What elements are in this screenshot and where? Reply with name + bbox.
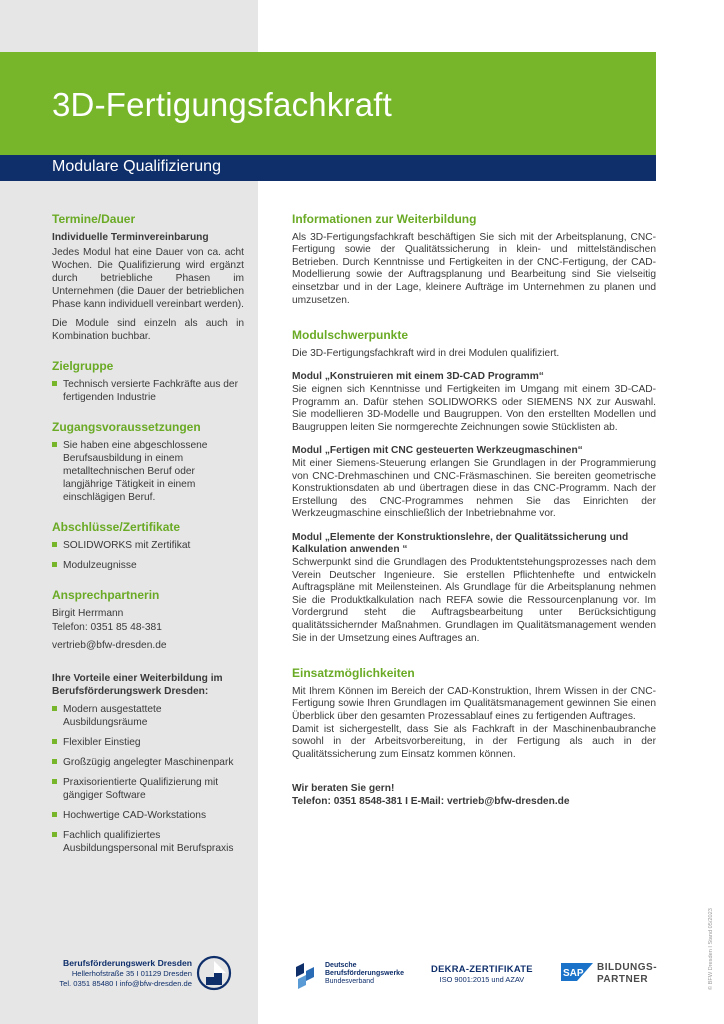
list-item: Flexibler Einstieg xyxy=(52,736,244,749)
termine-text-2: Die Module sind einzeln als auch in Kombination buchbar. xyxy=(52,318,244,342)
section-abschluss xyxy=(52,521,244,572)
section-info xyxy=(292,213,656,307)
heading-termine: Termine/Dauer xyxy=(52,212,136,226)
section-kontakt xyxy=(52,589,244,652)
info-text: Als 3D-Fertigungsfachkraft beschäftigen Sie sich mit der Arbeitsplanung, CNC-Fertigung sowie der Qualitätssicherung in klein- und mittelständischen Betrieben. Durch Kenntnisse und Fertigkeiten in der CNC-Fertigung, der CAD-Modellierung sowie der Auftragsplanung und Bearbeitung sind Sie vielseitig einsetzbar und in der Lage, kleinere Aufträge im Unternehmen zu planen und umzusetzen. xyxy=(292,231,656,306)
closing-line-2[interactable]: Telefon: 0351 8548-381 I E-Mail: vertrieb@bfw-dresden.de xyxy=(292,795,570,807)
list-item: Modern ausgestattete Ausbildungsräume xyxy=(52,703,244,729)
list-item: Technisch versierte Fachkräfte aus der fertigenden Industrie xyxy=(52,378,244,404)
module-intro: Die 3D-Fertigungsfachkraft wird in drei Modulen qualifiziert. xyxy=(292,347,560,359)
sap-partner-text: BILDUNGS- PARTNER xyxy=(597,962,658,985)
list-item: Großzügig angelegter Maschinenpark xyxy=(52,756,244,769)
bullet-icon xyxy=(52,542,57,547)
module-text: Schwerpunkt sind die Grundlagen des Produktentstehungsprozesses nach dem Verein Deutscher Ingenieure. Sie erstellen Pflichtenhefte und entwickeln Auftragspläne mit Meilensteinen. Als Grundlage für die Arbeitsplanung nehmen Sie die Produktkalkulation nach REFA sowie die Ressourcenplanung vor. Im Vordergrund steht die Auftragsbearbeitung unter Berücksichtigung qualitätssichernder Maßnahmen. Grundlagen im Qualitätsmanagement wenden Sie in der Umsetzung eines Auftrages an. xyxy=(292,557,656,644)
heading-info: Informationen zur Weiterbildung xyxy=(292,212,477,226)
footer-contact: Tel. 0351 85480 I info@bfw-dresden.de xyxy=(59,979,192,988)
page-subtitle: Modulare Qualifizierung xyxy=(52,158,221,175)
einsatz-text-1: Mit Ihrem Können im Bereich der CAD-Konstruktion, Ihrem Wissen in der CNC-Fertigung sowie Ihren Grundlagen im Qualitätsmanagement gewinnen Sie einen Überblick über den gesamten Prozessablauf eines zu fertigenden Auftrages. xyxy=(292,685,656,722)
heading-einsatz: Einsatzmöglichkeiten xyxy=(292,666,415,681)
bullet-icon xyxy=(52,779,57,784)
contact-email[interactable]: vertrieb@bfw-dresden.de xyxy=(52,640,167,651)
module-text: Mit einer Siemens-Steuerung erlangen Sie Grundlagen in der Programmierung von CNC-Drehmaschinen und CNC-Fräsmaschinen. Sie bereiten geometrische Konstruktionsdaten ab und übertragen diese in das CNC-Programm. Nach der Erstellung des CNC-Programmes nehmen Sie das Einrichten der Werkzeugmaschine einschließlich der Inbetriebnahme vor. xyxy=(292,457,656,520)
footer-address xyxy=(52,958,192,990)
contact-name: Birgit Herrmann xyxy=(52,608,124,619)
section-termine xyxy=(52,213,244,343)
bullet-icon xyxy=(52,381,57,386)
dekra-certificate: DEKRA-ZERTIFIKATE ISO 9001:2015 und AZAV xyxy=(431,963,533,984)
dbw-logo-icon xyxy=(292,961,322,989)
heading-zugang: Zugangsvoraussetzungen xyxy=(52,420,201,434)
module-item xyxy=(292,532,656,645)
bullet-icon xyxy=(52,562,57,567)
bullet-icon xyxy=(52,832,57,837)
heading-module: Modulschwerpunkte xyxy=(292,328,409,343)
subtitle-band xyxy=(0,155,656,181)
einsatz-text-2: Damit ist sichergestellt, dass Sie als Fachkraft in der Maschinenbaubranche sowohl in der Arbeitsvorbereitung, in der Fertigung als auch in der Qualitätssicherung zum Einsatz kommen können. xyxy=(292,723,656,760)
sap-logo-icon xyxy=(561,963,593,981)
bullet-icon xyxy=(52,442,57,447)
section-module xyxy=(292,329,656,645)
list-item: Modulzeugnisse xyxy=(52,559,244,572)
sidebar xyxy=(52,213,244,872)
copyright-stamp: © BFW Dresden I Stand 05/2023 xyxy=(708,908,714,990)
closing-line-1: Wir beraten Sie gern! xyxy=(292,783,395,795)
main-content xyxy=(292,213,656,809)
bullet-icon xyxy=(52,706,57,711)
bullet-icon xyxy=(52,739,57,744)
section-vorteile xyxy=(52,672,244,855)
heading-vorteile: Ihre Vorteile einer Weiterbildung im Berufsförderungswerk Dresden: xyxy=(52,673,223,697)
termine-text-1: Jedes Modul hat eine Dauer von ca. acht Wochen. Die Qualifizierung wird ergänzt durch betriebliche Phasen im Unternehmen (die Dauer der betrieblichen Phase kann individuell vereinbart werden). xyxy=(52,247,244,310)
bullet-icon xyxy=(52,812,57,817)
svg-text:SAP: SAP xyxy=(563,968,584,979)
heading-abschluss: Abschlüsse/Zertifikate xyxy=(52,520,181,534)
list-item: SOLIDWORKS mit Zertifikat xyxy=(52,539,244,552)
list-item: Hochwertige CAD-Workstations xyxy=(52,809,244,822)
contact-phone: Telefon: 0351 85 48-381 xyxy=(52,622,162,633)
title-band xyxy=(0,52,656,155)
dbw-text: Deutsche Berufsförderungswerke Bundesverband xyxy=(325,962,404,985)
module-title: Modul „Elemente der Konstruktionslehre, der Qualitätssicherung und Kalkulation anwenden “ xyxy=(292,531,629,556)
section-einsatz xyxy=(292,667,656,761)
module-title: Modul „Fertigen mit CNC gesteuerten Werkzeugmaschinen“ xyxy=(292,445,583,457)
heading-kontakt: Ansprechpartnerin xyxy=(52,588,160,602)
list-item: Sie haben eine abgeschlossene Berufsausbildung in einem metalltechnischen Beruf oder langjährige Tätigkeit in einem einschlägigen Beruf. xyxy=(52,439,244,504)
section-zugang xyxy=(52,421,244,504)
module-item xyxy=(292,445,656,521)
module-item xyxy=(292,371,656,434)
footer-street: Hellerhofstraße 35 I 01129 Dresden xyxy=(71,968,192,978)
footer-org: Berufsförderungswerk Dresden xyxy=(63,958,192,968)
list-item: Praxisorientierte Qualifizierung mit gängiger Software xyxy=(52,776,244,802)
list-item: Fachlich qualifiziertes Ausbildungspersonal mit Berufspraxis xyxy=(52,829,244,855)
bullet-icon xyxy=(52,759,57,764)
module-text: Sie eignen sich Kenntnisse und Fertigkeiten im Umgang mit einem 3D-CAD-Programm an. Dafür stehen SOLIDWORKS oder SIEMENS NX zur Auswahl. Sie modellieren 3D-Modelle und Baugruppen. Von den erstellten Modellen und Baugruppen leiten Sie normgerechte Zeichnungen sowie Stücklisten ab. xyxy=(292,383,656,433)
termine-bold: Individuelle Terminvereinbarung xyxy=(52,232,209,243)
page-title: 3D-Fertigungsfachkraft xyxy=(52,86,393,123)
section-zielgruppe xyxy=(52,360,244,404)
heading-zielgruppe: Zielgruppe xyxy=(52,359,114,373)
bfw-logo-icon xyxy=(196,955,232,991)
module-title: Modul „Konstruieren mit einem 3D-CAD Programm“ xyxy=(292,371,544,383)
